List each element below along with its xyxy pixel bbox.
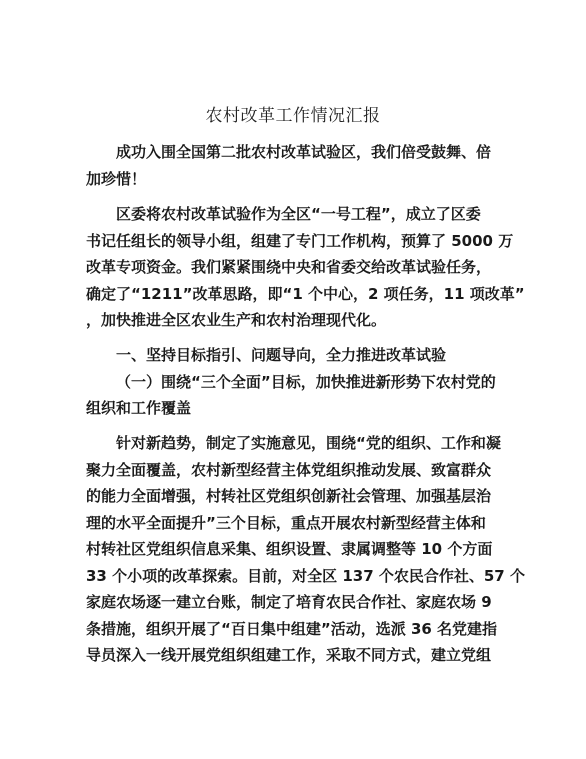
section-heading-1: 一、坚持目标指引、问题导向，全力推进改革试验 [116, 346, 447, 364]
paragraph-2-line-2: 书记任组长的领导小组，组建了专门工作机构，预算了 5000 万 [86, 232, 514, 250]
document-title: 农村改革工作情况汇报 [205, 106, 381, 126]
paragraph-2-line-1: 区委将农村改革试验作为全区“一号工程”，成立了区委 [116, 205, 481, 223]
paragraph-3-line-2: 聚力全面覆盖，农村新型经营主体党组织推动发展、致富群众 [86, 461, 492, 479]
paragraph-3-line-5: 村转社区党组织信息采集、组织设置、隶属调整等 10 个方面 [86, 540, 493, 558]
paragraph-3-line-9: 导员深入一线开展党组织组建工作，采取不同方式，建立党组 [86, 646, 492, 664]
paragraph-3-line-4: 理的水平全面提升”三个目标，重点开展农村新型经营主体和 [86, 514, 486, 532]
paragraph-3-line-1: 针对新趋势，制定了实施意见，围绕“党的组织、工作和凝 [116, 434, 501, 452]
paragraph-1-line-1: 成功入围全国第二批农村改革试验区，我们倍受鼓舞、倍 [116, 143, 492, 161]
paragraph-2-line-3: 改革专项资金。我们紧紧围绕中央和省委交给改革试验任务， [86, 258, 492, 276]
subsection-heading-line-1: （一）围绕“三个全面”目标，加快推进新形势下农村党的 [116, 373, 496, 391]
paragraph-3-line-7: 家庭农场逐一建立台账，制定了培育农民合作社、家庭农场 9 [86, 593, 492, 611]
paragraph-3-line-6: 33 个小项的改革探索。目前，对全区 137 个农民合作社、57 个 [86, 567, 525, 585]
paragraph-1-line-2: 加珍惜！ [86, 170, 147, 188]
paragraph-2-line-5: ，加快推进全区农业生产和农村治理现代化。 [86, 311, 387, 329]
paragraph-3-line-3: 的能力全面增强，村转社区党组织创新社会管理、加强基层治 [86, 487, 492, 505]
paragraph-2-line-4: 确定了“1211”改革思路，即“1 个中心，2 项任务，11 项改革” [86, 285, 525, 303]
subsection-heading-line-2: 组织和工作覆盖 [86, 399, 192, 417]
paragraph-3-line-8: 条措施，组织开展了“百日集中组建”活动，选派 36 名党建指 [86, 620, 498, 638]
